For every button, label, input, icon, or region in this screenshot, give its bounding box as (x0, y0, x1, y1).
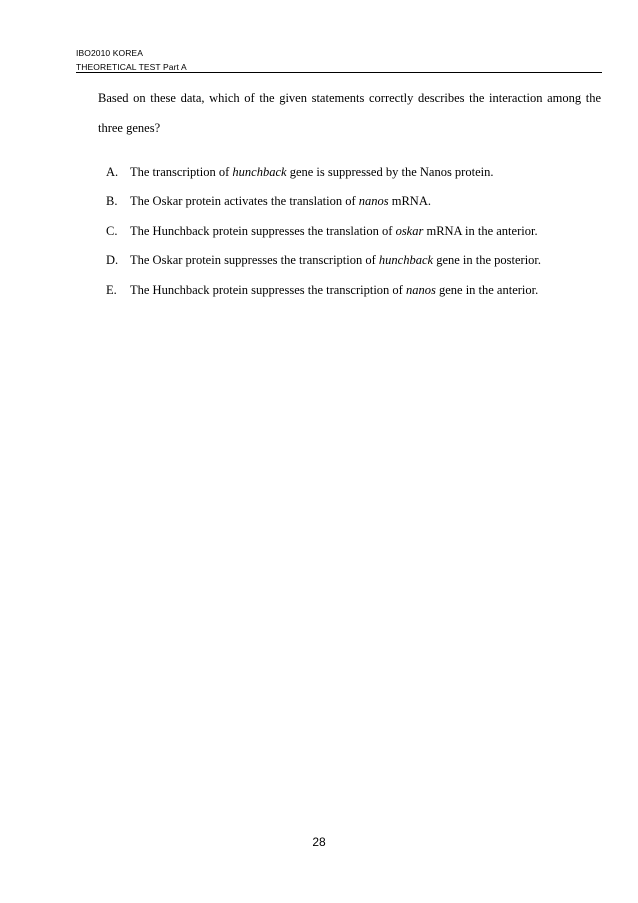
gene-name: hunchback (232, 165, 287, 179)
option-b (106, 194, 541, 223)
gene-name: nanos (358, 194, 389, 209)
gene-name: nanos (405, 282, 436, 297)
page-header (76, 46, 187, 74)
option-letter: D. (106, 253, 119, 268)
option-letter: E. (106, 282, 117, 297)
option-text: The Hunchback protein suppresses the transcription of nanos gene in the anterior. (130, 282, 539, 297)
header-divider (76, 72, 602, 73)
question-text: Based on these data, which of the given statements correctly describes the interaction among the three genes? (98, 91, 601, 135)
option-c (106, 224, 541, 253)
option-letter: C. (106, 223, 118, 238)
option-text: The Oskar protein suppresses the transcription of hunchback gene in the posterior. (130, 253, 542, 268)
option-text: The transcription of hunchback gene is suppressed by the Nanos protein. (130, 165, 494, 179)
option-text: The Hunchback protein suppresses the translation of oskar mRNA in the anterior. (130, 223, 538, 238)
option-letter: A. (106, 165, 119, 179)
option-a (106, 165, 541, 194)
header-test-part: THEORETICAL TEST Part A (76, 62, 187, 72)
header-competition: IBO2010 KOREA (76, 48, 143, 58)
answer-options (106, 165, 541, 312)
gene-name: oskar (395, 223, 424, 238)
option-text: The Oskar protein activates the translation of nanos mRNA. (130, 194, 431, 209)
page-number: 28 (312, 835, 326, 849)
option-letter: B. (106, 194, 118, 209)
option-e (106, 283, 541, 312)
option-d (106, 253, 541, 282)
gene-name: hunchback (378, 253, 434, 268)
